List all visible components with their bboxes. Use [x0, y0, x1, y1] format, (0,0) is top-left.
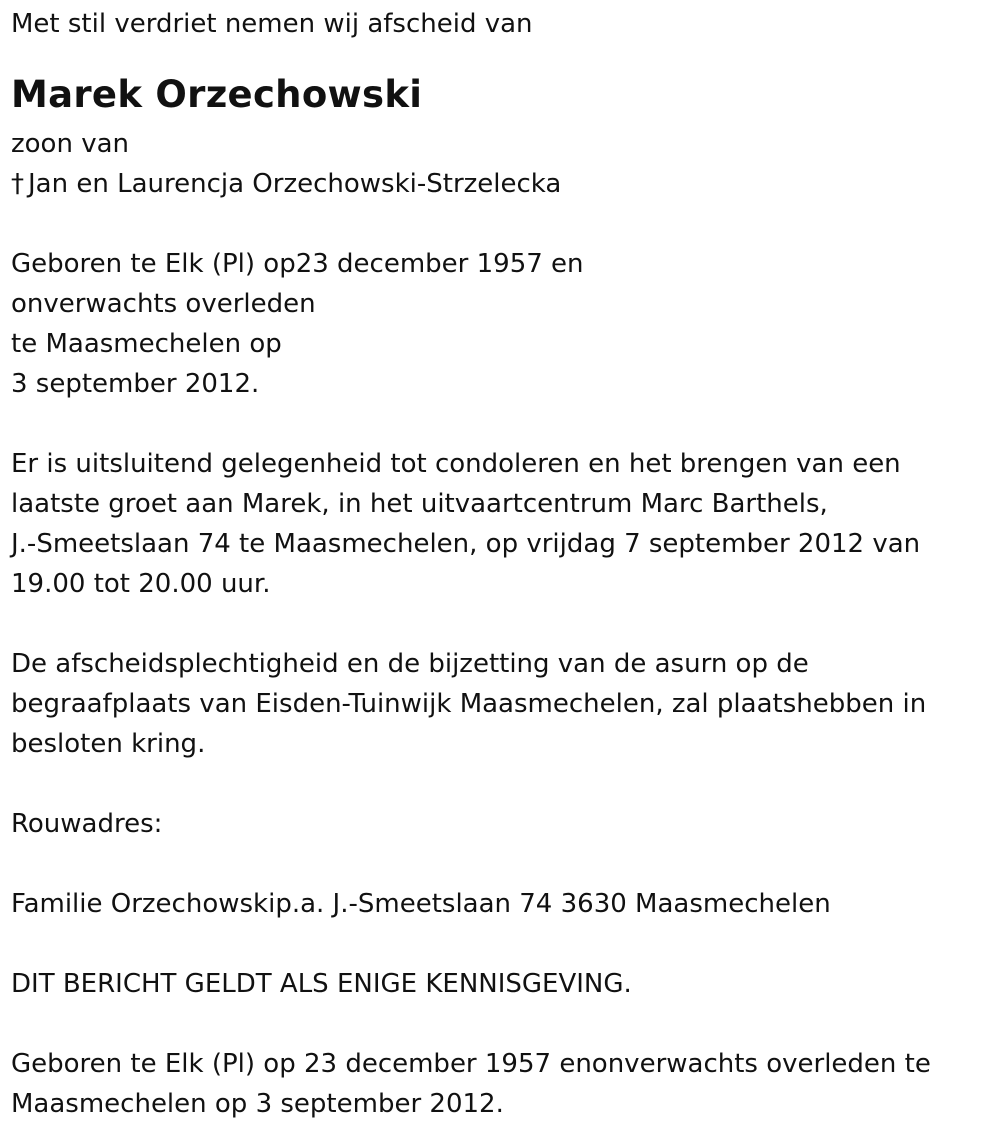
address-text: Familie Orzechowskip.a. J.-Smeetslaan 74 3630 Maasmechelen — [11, 889, 831, 919]
spacer — [11, 924, 1000, 964]
spacer — [11, 1004, 1000, 1044]
paragraph-line: Geboren te Elk (Pl) op23 december 1957 en — [11, 249, 584, 279]
paragraph-line: 19.00 tot 20.00 uur. — [11, 569, 271, 599]
spacer — [11, 404, 1000, 444]
relation-text: zoon van — [11, 129, 130, 159]
intro-text: Met stil verdriet nemen wij afscheid van — [11, 9, 533, 39]
spacer — [11, 204, 1000, 244]
cross-icon: † — [11, 169, 24, 199]
spacer — [11, 844, 1000, 884]
paragraph-line: Geboren te Elk (Pl) op 23 december 1957 enonverwachts overleden te — [11, 1049, 931, 1079]
paragraph-line: onverwachts overleden — [11, 289, 316, 319]
official-notice: DIT BERICHT GELDT ALS ENIGE KENNISGEVING. — [11, 969, 632, 999]
address-label: Rouwadres: — [11, 809, 163, 839]
paragraph-line: 3 september 2012. — [11, 369, 260, 399]
paragraph-line: Maasmechelen op 3 september 2012. — [11, 1089, 504, 1119]
paragraph-line: besloten kring. — [11, 729, 206, 759]
paragraph-line: laatste groet aan Marek, in het uitvaartcentrum Marc Barthels, — [11, 489, 828, 519]
ceremony-paragraph — [11, 644, 1000, 764]
paragraph-line: begraafplaats van Eisden-Tuinwijk Maasmechelen, zal plaatshebben in — [11, 689, 927, 719]
condolence-paragraph — [11, 444, 1000, 604]
summary-paragraph — [11, 1044, 1000, 1124]
parents-text: Jan en Laurencja Orzechowski-Strzelecka — [28, 169, 562, 199]
spacer — [11, 764, 1000, 804]
birth-death-paragraph — [11, 244, 1000, 404]
parents-line — [11, 164, 1000, 204]
spacer — [11, 604, 1000, 644]
deceased-name: Marek Orzechowski — [11, 73, 423, 116]
paragraph-line: De afscheidsplechtigheid en de bijzetting van de asurn op de — [11, 649, 809, 679]
paragraph-line: Er is uitsluitend gelegenheid tot condoleren en het brengen van een — [11, 449, 901, 479]
paragraph-line: te Maasmechelen op — [11, 329, 282, 359]
paragraph-line: J.-Smeetslaan 74 te Maasmechelen, op vrijdag 7 september 2012 van — [11, 529, 921, 559]
